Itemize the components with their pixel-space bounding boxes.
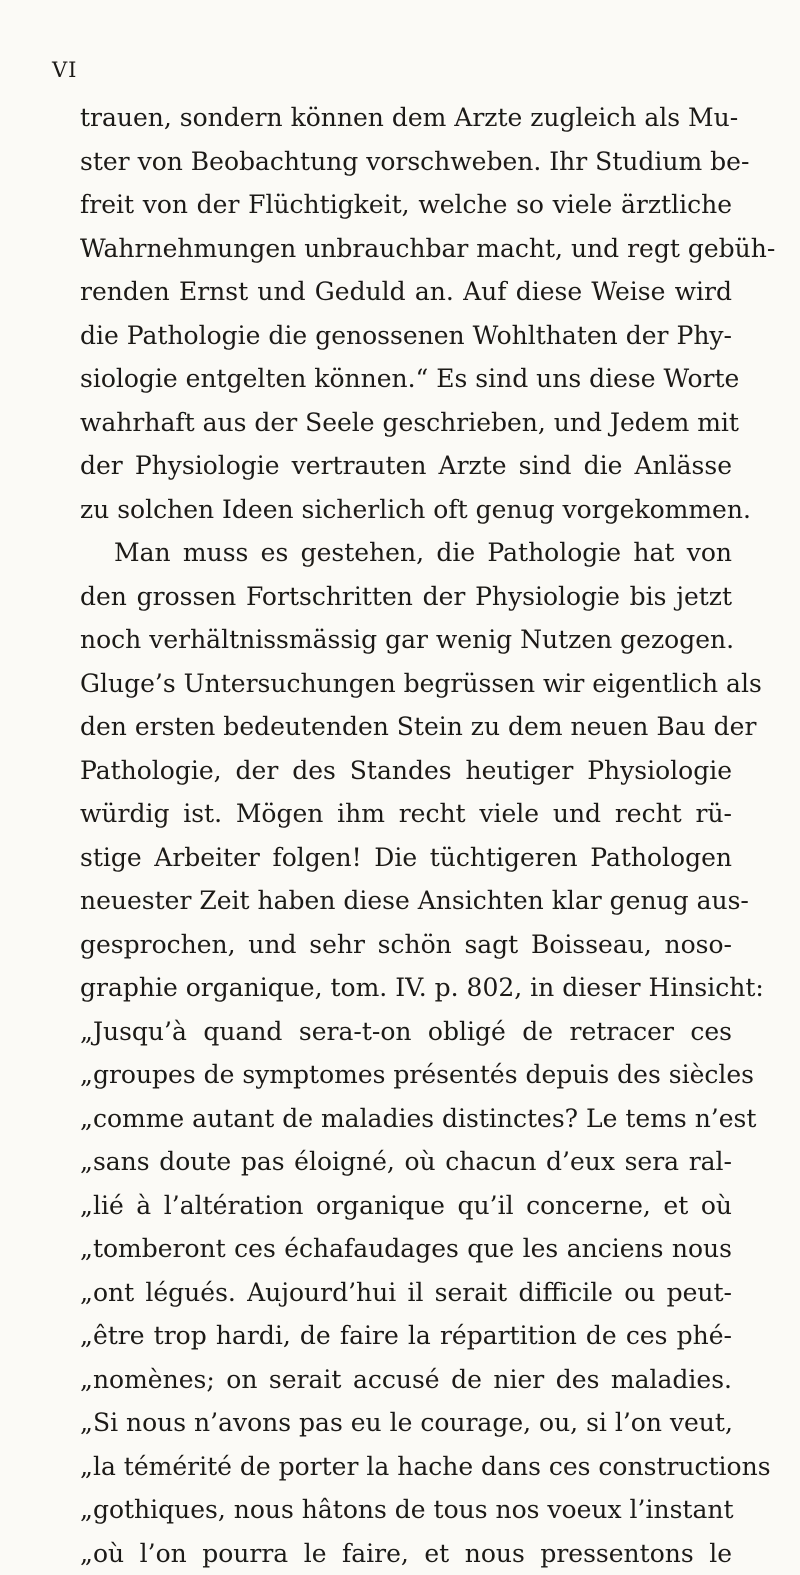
text-line: den ersten bedeutenden Stein zu dem neuen Bau der (80, 705, 732, 749)
quote-line: „ont légués. Aujourd’hui il serait difficile ou peut- (80, 1271, 732, 1315)
quote-line: „nomènes; on serait accusé de nier des maladies. (80, 1358, 732, 1402)
text-line: würdig ist. Mögen ihm recht viele und recht rü- (80, 792, 732, 836)
body-text (80, 96, 732, 1575)
text-line: den grossen Fortschritten der Physiologie bis jetzt (80, 575, 732, 619)
quote-line: „gothiques, nous hâtons de tous nos voeux l’instant (80, 1488, 732, 1532)
text-line: gesprochen, und sehr schön sagt Boisseau, noso- (80, 923, 732, 967)
quote-line: „Si nous n’avons pas eu le courage, ou, si l’on veut, (80, 1401, 732, 1445)
quote-line: „la témérité de porter la hache dans ces constructions (80, 1445, 732, 1489)
text-line: Pathologie, der des Standes heutiger Physiologie (80, 749, 732, 793)
quote-line: „sans doute pas éloigné, où chacun d’eux sera ral- (80, 1140, 732, 1184)
page-number: VI (52, 58, 77, 82)
quote-line: „tomberont ces échafaudages que les anciens nous (80, 1227, 732, 1271)
quote-line: „lié à l’altération organique qu’il concerne, et où (80, 1184, 732, 1228)
text-line: der Physiologie vertrauten Arzte sind die Anlässe (80, 444, 732, 488)
text-line: Wahrnehmungen unbrauchbar macht, und regt gebüh- (80, 227, 732, 271)
text-line: Gluge’s Untersuchungen begrüssen wir eigentlich als (80, 662, 732, 706)
text-line: graphie organique, tom. IV. p. 802, in dieser Hinsicht: (80, 966, 732, 1010)
quote-line: „comme autant de maladies distinctes? Le tems n’est (80, 1097, 732, 1141)
text-line: noch verhältnissmässig gar wenig Nutzen gezogen. (80, 618, 732, 662)
text-line: wahrhaft aus der Seele geschrieben, und Jedem mit (80, 401, 732, 445)
text-line: trauen, sondern können dem Arzte zugleich als Mu- (80, 96, 732, 140)
text-line: neuester Zeit haben diese Ansichten klar genug aus- (80, 879, 732, 923)
quote-line: „où l’on pourra le faire, et nous pressentons le (80, 1532, 732, 1575)
text-line: Man muss es gestehen, die Pathologie hat von (80, 531, 732, 575)
quote-line: „Jusqu’à quand sera-t-on obligé de retracer ces (80, 1010, 732, 1054)
text-line: die Pathologie die genossenen Wohlthaten der Phy- (80, 314, 732, 358)
text-line: stige Arbeiter folgen! Die tüchtigeren Pathologen (80, 836, 732, 880)
text-line: zu solchen Ideen sicherlich oft genug vorgekommen. (80, 488, 732, 532)
quote-line: „être trop hardi, de faire la répartition de ces phé- (80, 1314, 732, 1358)
text-line: renden Ernst und Geduld an. Auf diese Weise wird (80, 270, 732, 314)
text-line: ster von Beobachtung vorschweben. Ihr Studium be- (80, 140, 732, 184)
text-line: siologie entgelten können.“ Es sind uns diese Worte (80, 357, 732, 401)
quote-line: „groupes de symptomes présentés depuis des siècles (80, 1053, 732, 1097)
text-line: freit von der Flüchtigkeit, welche so viele ärztliche (80, 183, 732, 227)
